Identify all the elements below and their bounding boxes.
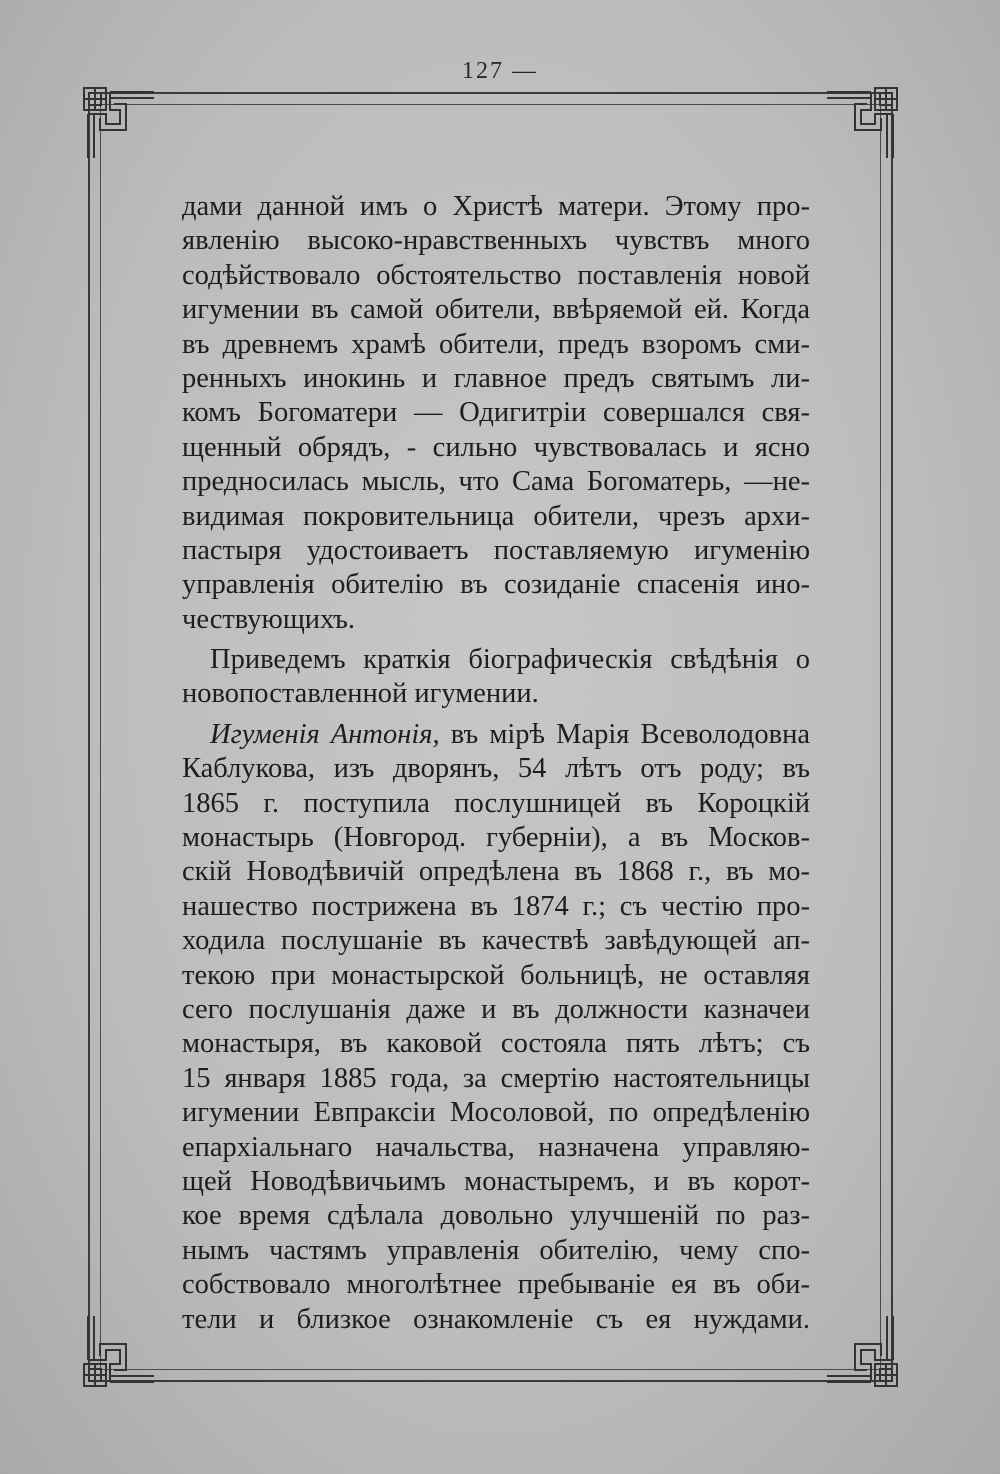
text-line: собствовало многолѣтнее пребываніе ея въ оби- (182, 1269, 810, 1301)
text-line (182, 718, 810, 752)
text-line: предносилась мысль, что Сама Богоматерь, —не- (182, 466, 810, 498)
text-line: въ древнемъ храмѣ обители, предъ взоромъ сми- (182, 328, 810, 360)
text-run: въ мірѣ Марія Всеволодовна (450, 718, 811, 750)
text-line: тели и близкое ознакомленіе съ ея нуждами. (182, 1303, 810, 1335)
text-line: дами данной имъ о Христѣ матери. Этому про- (182, 191, 810, 222)
text-line: нымъ частямъ управленія обителію, чему спо- (182, 1234, 810, 1266)
text-line: чествующихъ. (182, 603, 356, 635)
text-line: щей Новодѣвичьимъ монастыремъ, и въ корот- (182, 1165, 810, 1197)
text-line: новопоставленной игумении. (182, 678, 539, 710)
text-line: 1865 г. поступила послушницей въ Короцкій (182, 787, 810, 819)
text-line: игумении въ самой обители, ввѣряемой ей. Когда (182, 294, 810, 326)
text-line: скій Новодѣвичій опредѣлена въ 1868 г., въ мо- (182, 856, 810, 888)
ornament-corner-icon (80, 1312, 158, 1390)
text-line: монастыря, въ каковой состояла пять лѣтъ; съ (182, 1028, 810, 1060)
text-line: монастырь (Новгород. губерніи), а въ Москов- (182, 822, 810, 854)
text-line: нашество пострижена въ 1874 г.; съ честію про- (182, 890, 810, 922)
text-line: текою при монастырской больницѣ, не оставляя (182, 959, 810, 991)
italic-name-lead: Игуменія Антонія, (210, 718, 440, 750)
text-line: видимая покровительница обители, чрезъ архи- (182, 500, 810, 532)
body-text (182, 190, 810, 1337)
ornament-corner-icon (823, 84, 901, 162)
page-number: 127 — (462, 58, 538, 84)
text-line: ренныхъ инокинь и главное предъ святымъ ли- (182, 362, 810, 394)
text-line: Приведемъ краткія біографическія свѣдѣнія о (210, 644, 810, 676)
text-line: явленію высоко-нравственныхъ чувствъ много (182, 225, 810, 257)
text-line: Каблукова, изъ дворянъ, 54 лѣтъ отъ роду; въ (182, 753, 810, 785)
ornament-corner-icon (823, 1312, 901, 1390)
text-line: кое время сдѣлала довольно улучшеній по раз- (182, 1200, 810, 1232)
text-line: управленія обителію въ созиданіе спасенія ино- (182, 569, 810, 601)
text-line: игумении Евпраксіи Мосоловой, по опредѣленію (182, 1097, 810, 1129)
text-line: пастыря удостоиваетъ поставляемую игуменію (182, 534, 810, 566)
text-line: ходила послушаніе въ качествѣ завѣдующей ап- (182, 925, 810, 957)
text-line: комъ Богоматери — Одигитріи совершался свя- (182, 397, 810, 429)
text-line: содѣйствовало обстоятельство поставленія новой (182, 259, 810, 291)
ornament-corner-icon (80, 84, 158, 162)
text-line: епархіальнаго начальства, назначена управляю- (182, 1131, 810, 1163)
text-line: щенный обрядъ, - сильно чувствовалась и ясно (182, 431, 810, 463)
text-line: сего послушанія даже и въ должности казначеи (182, 993, 810, 1025)
text-line: 15 января 1885 года, за смертію настоятельницы (182, 1062, 810, 1094)
